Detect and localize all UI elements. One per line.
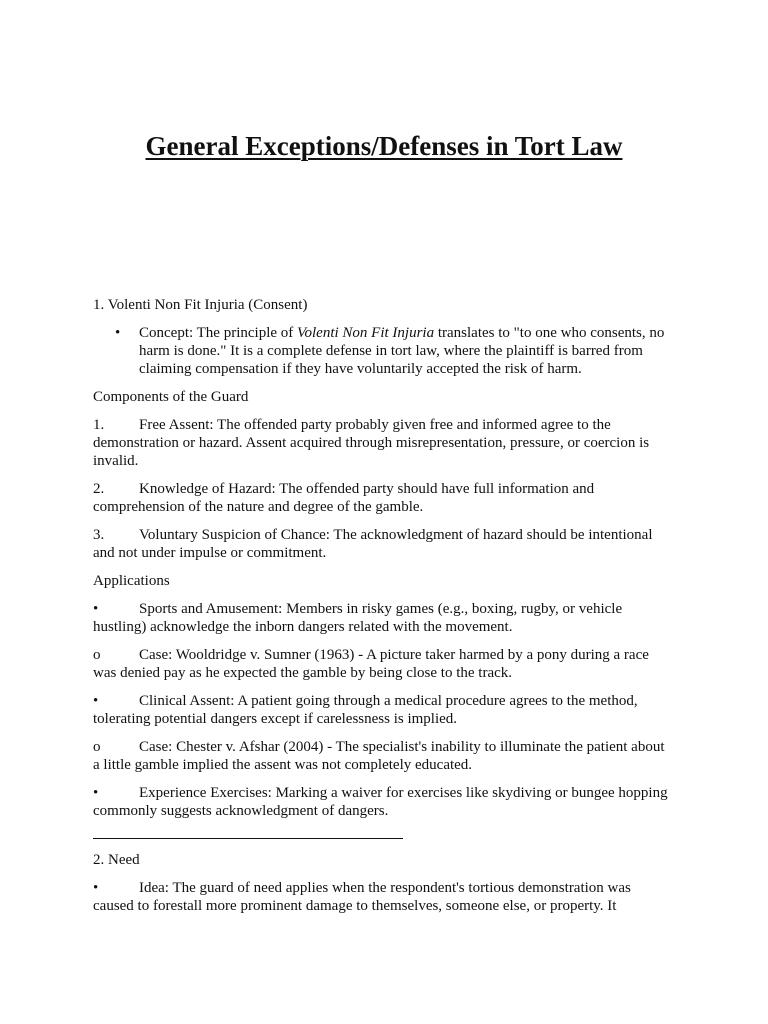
application-item	[93, 738, 673, 774]
concept-text-prefix: Concept: The principle of	[139, 325, 298, 341]
concept-text-suffix: translates to "to one who consents, no harm is done." It is a complete defense in tort law, where the plaintiff is barred from claiming compensation if they have voluntarily accepted the risk of harm.	[139, 325, 665, 377]
list-marker: •	[93, 601, 99, 617]
section-1-heading: 1. Volenti Non Fit Injuria (Consent)	[93, 297, 308, 313]
bullet-marker: •	[115, 325, 121, 341]
concept-bullet	[93, 324, 673, 378]
document-body	[93, 296, 673, 925]
applications-heading: Applications	[93, 573, 170, 589]
application-item	[93, 600, 673, 636]
application-text: Sports and Amusement: Members in risky games (e.g., boxing, rugby, or vehicle hustling) acknowledge the inborn dangers related with the movement.	[93, 601, 623, 635]
application-text: Clinical Assent: A patient going through a medical procedure agrees to the method, tolerating potential dangers except if carelessness is implied.	[93, 693, 638, 727]
component-text: Free Assent: The offended party probably given free and informed agree to the demonstration or hazard. Assent acquired through misrepresentation, pressure, or coercion is invalid.	[93, 417, 650, 469]
list-marker: o	[93, 739, 101, 755]
list-marker: o	[93, 647, 101, 663]
list-marker: •	[93, 693, 99, 709]
application-text: Case: Chester v. Afshar (2004) - The specialist's inability to illuminate the patient about a little gamble implied the assent was not completely educated.	[93, 739, 665, 773]
component-text: Knowledge of Hazard: The offended party should have full information and comprehension of the nature and degree of the gamble.	[93, 481, 595, 515]
components-heading: Components of the Guard	[93, 389, 249, 405]
component-item	[93, 480, 673, 516]
application-item	[93, 784, 673, 820]
section-2-heading: 2. Need	[93, 852, 140, 868]
need-item	[93, 879, 673, 915]
need-text: Idea: The guard of need applies when the respondent's tortious demonstration was caused to forestall more prominent damage to themselves, someone else, or property. It	[93, 880, 631, 914]
application-item	[93, 646, 673, 682]
section-divider	[93, 838, 403, 839]
list-marker: 2.	[93, 481, 105, 497]
list-marker: •	[93, 785, 99, 801]
component-item	[93, 416, 673, 470]
component-item	[93, 526, 673, 562]
application-item	[93, 692, 673, 728]
page-title: General Exceptions/Defenses in Tort Law	[145, 131, 623, 161]
list-marker: 3.	[93, 527, 105, 543]
component-text: Voluntary Suspicion of Chance: The acknowledgment of hazard should be intentional and not under impulse or commitment.	[93, 527, 653, 561]
concept-text-italic: Volenti Non Fit Injuria	[297, 325, 435, 341]
list-marker: •	[93, 880, 99, 896]
application-text: Case: Wooldridge v. Sumner (1963) - A picture taker harmed by a pony during a race was denied pay as he expected the gamble by being close to the track.	[93, 647, 649, 681]
list-marker: 1.	[93, 417, 105, 433]
application-text: Experience Exercises: Marking a waiver for exercises like skydiving or bungee hopping commonly suggests acknowledgment of dangers.	[93, 785, 668, 819]
